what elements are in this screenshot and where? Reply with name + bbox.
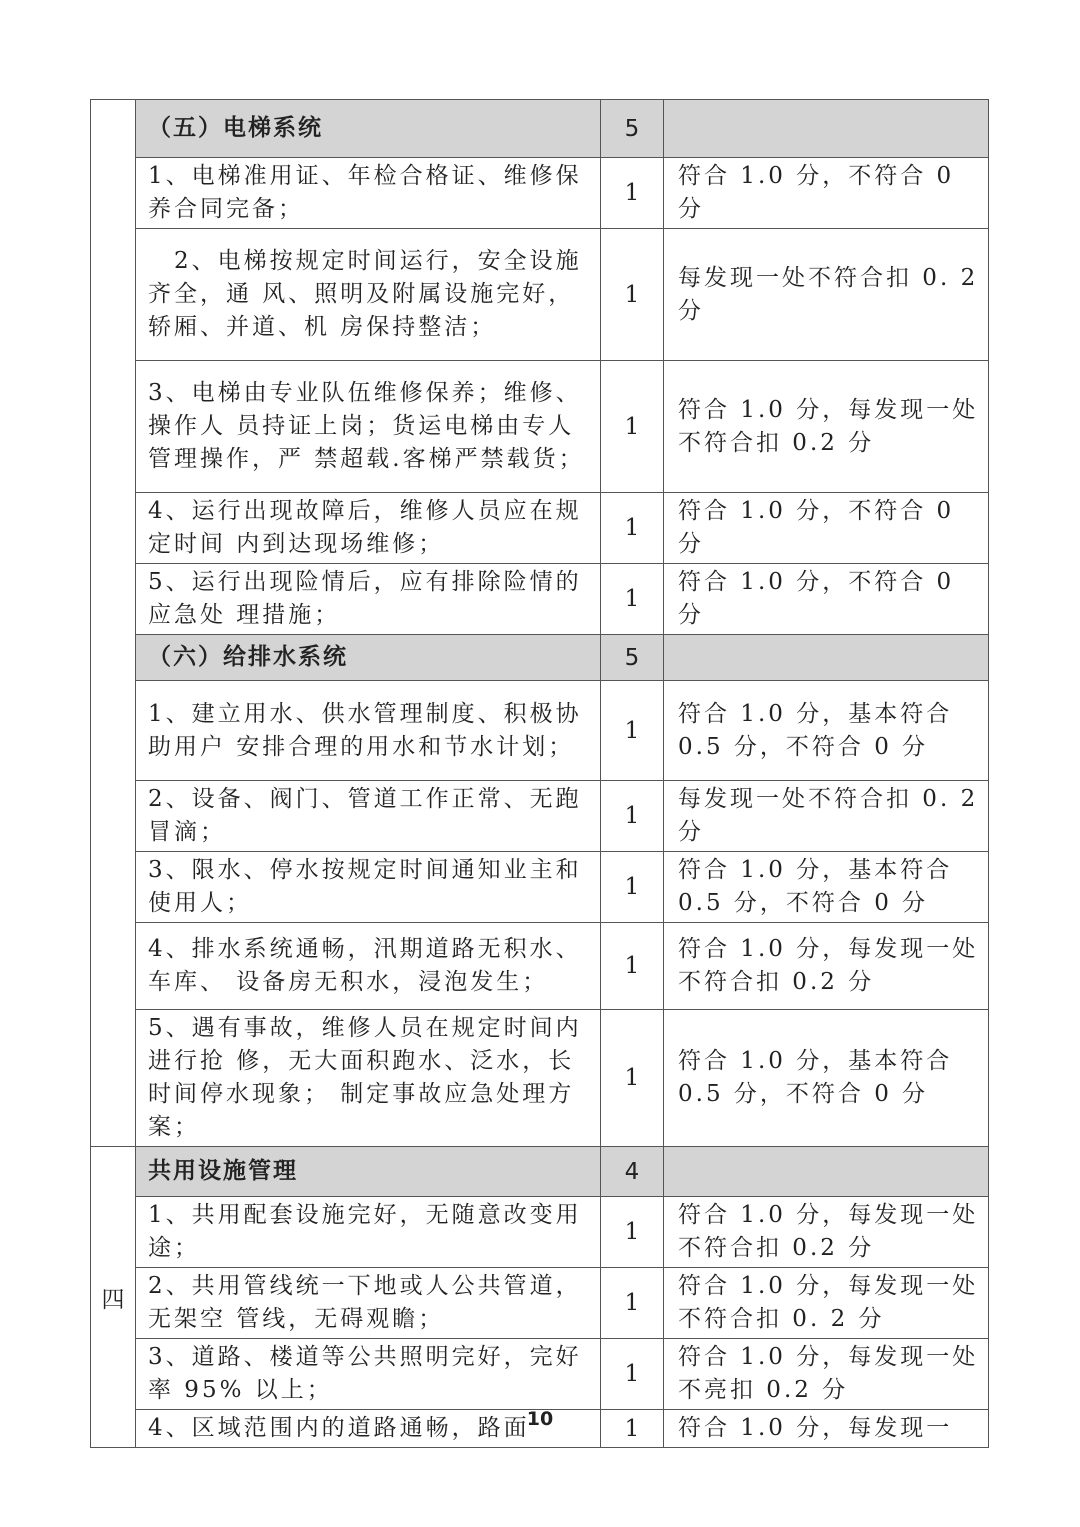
table-row bbox=[91, 923, 989, 1010]
item-criteria: 符合 1.0 分，每发现一处不符合扣 0. 2 分 bbox=[664, 1268, 989, 1339]
item-score: 1 bbox=[601, 361, 664, 493]
table-row bbox=[91, 1197, 989, 1268]
item-criteria: 符合 1.0 分，基本符合 0.5 分，不符合 0 分 bbox=[664, 1010, 989, 1147]
table-row bbox=[91, 564, 989, 635]
section-header-row bbox=[91, 100, 989, 158]
item-score: 1 bbox=[601, 781, 664, 852]
item-score: 1 bbox=[601, 158, 664, 229]
page-number: 10 bbox=[526, 1408, 554, 1430]
item-text: 2、电梯按规定时间运行，安全设施齐全，通 风、照明及附属设施完好，轿厢、并道、机 房保持整洁； bbox=[136, 229, 601, 361]
section-criteria bbox=[664, 1147, 989, 1197]
item-criteria: 每发现一处不符合扣 0. 2 分 bbox=[664, 781, 989, 852]
table-row bbox=[91, 229, 989, 361]
item-text: 5、运行出现险情后，应有排除险情的应急处 理措施； bbox=[136, 564, 601, 635]
item-text: 2、设备、阀门、管道工作正常、无跑冒滴； bbox=[136, 781, 601, 852]
table-row bbox=[91, 852, 989, 923]
table-row bbox=[91, 1339, 989, 1410]
item-criteria: 符合 1.0 分，基本符合 0.5 分，不符合 0 分 bbox=[664, 681, 989, 781]
table-row bbox=[91, 1010, 989, 1147]
section-criteria bbox=[664, 100, 989, 158]
section-header-row bbox=[91, 635, 989, 681]
item-criteria: 符合 1.0 分，基本符合 0.5 分，不符合 0 分 bbox=[664, 852, 989, 923]
item-text: 3、道路、楼道等公共照明完好，完好率 95% 以上； bbox=[136, 1339, 601, 1410]
item-score: 1 bbox=[601, 1010, 664, 1147]
item-text: 1、电梯准用证、年检合格证、维修保养合同完备； bbox=[136, 158, 601, 229]
item-criteria: 符合 1.0 分，不符合 0 分 bbox=[664, 564, 989, 635]
table-row bbox=[91, 1268, 989, 1339]
item-score: 1 bbox=[601, 923, 664, 1010]
item-criteria: 符合 1.0 分，每发现一处不亮扣 0.2 分 bbox=[664, 1339, 989, 1410]
item-criteria: 符合 1.0 分，每发现一处不符合扣 0.2 分 bbox=[664, 923, 989, 1010]
item-text: 1、建立用水、供水管理制度、积极协助用户 安排合理的用水和节水计划； bbox=[136, 681, 601, 781]
item-text: 2、共用管线统一下地或人公共管道，无架空 管线，无碍观瞻； bbox=[136, 1268, 601, 1339]
item-score: 1 bbox=[601, 493, 664, 564]
section-header-row bbox=[91, 1147, 989, 1197]
item-score: 1 bbox=[601, 229, 664, 361]
item-score: 1 bbox=[601, 1197, 664, 1268]
item-criteria: 每发现一处不符合扣 0. 2 分 bbox=[664, 229, 989, 361]
scoring-table bbox=[90, 99, 989, 1448]
item-text: 3、电梯由专业队伍维修保养；维修、操作人 员持证上岗；货运电梯由专人管理操作，严 禁超载.客梯严禁载货； bbox=[136, 361, 601, 493]
section-score: 5 bbox=[601, 635, 664, 681]
item-criteria: 符合 1.0 分，每发现一 bbox=[664, 1410, 989, 1448]
group-number-cell-prev bbox=[91, 100, 136, 1147]
item-text: 3、限水、停水按规定时间通知业主和使用人； bbox=[136, 852, 601, 923]
item-text: 4、区域范围内的道路通畅，路面 bbox=[136, 1410, 601, 1448]
item-criteria: 符合 1.0 分，每发现一处不符合扣 0.2 分 bbox=[664, 1197, 989, 1268]
item-score: 1 bbox=[601, 564, 664, 635]
section-criteria bbox=[664, 635, 989, 681]
section-title: 共用设施管理 bbox=[136, 1147, 601, 1197]
item-criteria: 符合 1.0 分，每发现一处不符合扣 0.2 分 bbox=[664, 361, 989, 493]
item-score: 1 bbox=[601, 681, 664, 781]
item-criteria: 符合 1.0 分，不符合 0 分 bbox=[664, 493, 989, 564]
table-row bbox=[91, 361, 989, 493]
section-title: （六）给排水系统 bbox=[136, 635, 601, 681]
table-row bbox=[91, 781, 989, 852]
section-score: 5 bbox=[601, 100, 664, 158]
table-row bbox=[91, 681, 989, 781]
item-text: 5、遇有事故，维修人员在规定时间内进行抢 修，无大面积跑水、泛水，长时间停水现象； 制定事故应急处理方案； bbox=[136, 1010, 601, 1147]
group-number-cell: 四 bbox=[91, 1147, 136, 1448]
item-score: 1 bbox=[601, 852, 664, 923]
item-score: 1 bbox=[601, 1268, 664, 1339]
item-score: 1 bbox=[601, 1410, 664, 1448]
section-title: （五）电梯系统 bbox=[136, 100, 601, 158]
item-text: 4、排水系统通畅，汛期道路无积水、车库、 设备房无积水，浸泡发生； bbox=[136, 923, 601, 1010]
item-text: 1、共用配套设施完好，无随意改变用途； bbox=[136, 1197, 601, 1268]
table-row bbox=[91, 493, 989, 564]
item-criteria: 符合 1.0 分，不符合 0 分 bbox=[664, 158, 989, 229]
section-score: 4 bbox=[601, 1147, 664, 1197]
item-text: 4、运行出现故障后，维修人员应在规定时间 内到达现场维修； bbox=[136, 493, 601, 564]
table-row bbox=[91, 158, 989, 229]
item-score: 1 bbox=[601, 1339, 664, 1410]
